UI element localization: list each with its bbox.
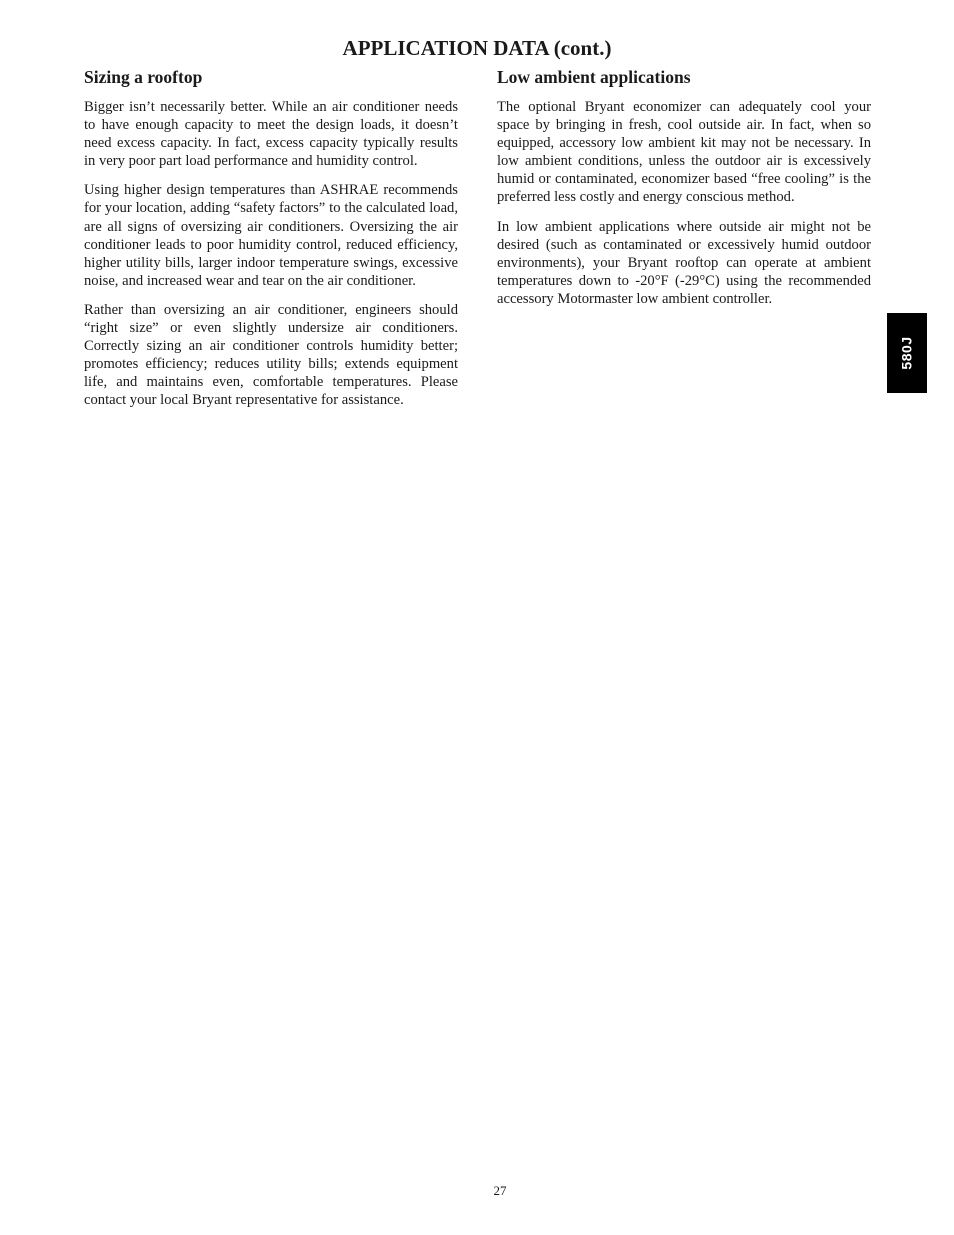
- side-tab: [887, 313, 927, 393]
- side-tab-label: 580J: [899, 336, 915, 370]
- paragraph: In low ambient applications where outside air might not be desired (such as contaminated or excessively humid outdoor environments), your Bryant rooftop can operate at ambient temperatures down to -20°F (-29°C) using the recommended accessory Motormaster low ambient controller.: [497, 218, 871, 307]
- page-title: APPLICATION DATA (cont.): [342, 36, 612, 60]
- page-number: 27: [493, 1183, 507, 1198]
- paragraph: The optional Bryant economizer can adequately cool your space by bringing in fresh, cool outside air. In fact, when so equipped, accessory low ambient kit may not be necessary. In low ambient conditions, unless the outdoor air is excessively humid or contaminated, economizer based “free cooling” is the preferred less costly and energy conscious method.: [497, 99, 871, 206]
- left-column: [84, 66, 458, 421]
- section-heading-low-ambient: Low ambient applications: [497, 67, 691, 87]
- paragraph: Bigger isn’t necessarily better. While an air conditioner needs to have enough capacity to meet the design loads, it doesn’t need excess capacity. In fact, excess capacity typically results in very poor part load performance and humidity control.: [84, 99, 458, 170]
- paragraph: Using higher design temperatures than ASHRAE recommends for your location, adding “safety factors” to the calculated load, are all signs of oversizing air conditioners. Oversizing the air conditioner leads to poor humidity control, reduced efficiency, higher utility bills, larger indoor temperature swings, excessive noise, and increased wear and tear on the air conditioner.: [84, 182, 458, 289]
- right-column: [497, 66, 871, 319]
- paragraph: Rather than oversizing an air conditioner, engineers should “right size” or even slightly undersize air conditioners. Correctly sizing an air conditioner controls humidity better; promotes efficiency; reduces utility bills; extends equipment life, and maintains even, comfortable temperatures. Please contact your local Bryant representative for assistance.: [84, 301, 458, 409]
- section-heading-sizing-rooftop: Sizing a rooftop: [84, 67, 203, 87]
